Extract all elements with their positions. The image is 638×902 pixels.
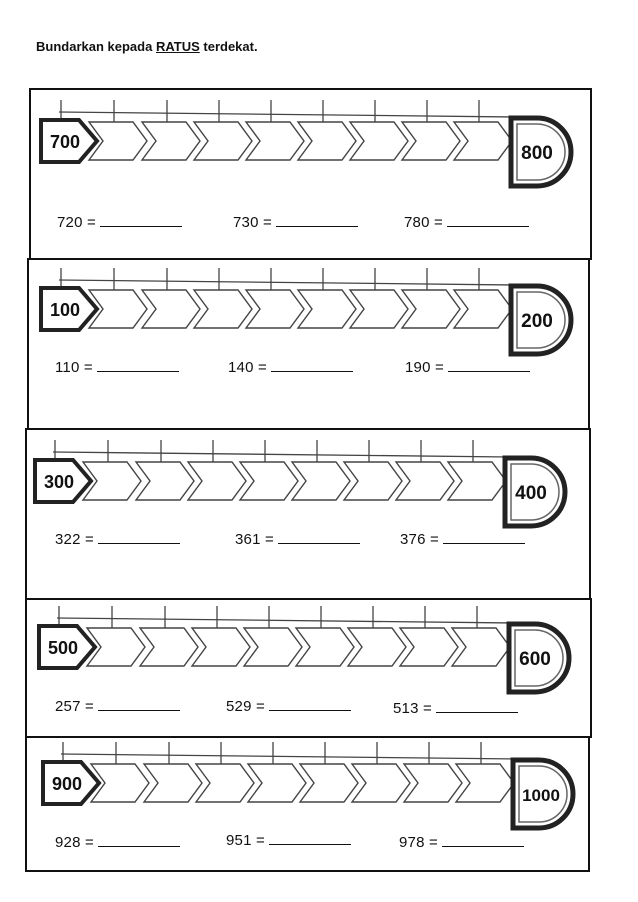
answer-blank[interactable] [443,529,525,544]
question-2: 730 = [233,212,358,231]
end-value: 800 [521,143,553,164]
chevron-arrow [194,290,252,328]
instruction-suffix: terdekat. [203,39,258,54]
number-line-panel [25,736,590,872]
chevron-arrow [292,462,350,500]
rail-line [57,618,515,623]
number-line-arrows [39,266,579,366]
end-value: 400 [515,483,547,504]
question-1: 928 = [55,832,180,851]
chevron-arrow [298,122,356,160]
instruction-emphasis: RATUS [155,39,200,54]
start-marker [41,288,97,330]
number-line-panel [29,88,592,260]
question-3: 190 = [405,357,530,376]
chevron-arrow [352,764,410,802]
start-value: 100 [49,300,81,320]
question-1: 322 = [55,529,180,548]
chevron-arrow [142,122,200,160]
rail-line [61,754,519,759]
answer-blank[interactable] [98,832,180,847]
chevron-arrow [246,122,304,160]
question-3: 376 = [400,529,525,548]
start-value: 500 [47,638,79,658]
chevron-arrow [248,764,306,802]
chevron-arrow [136,462,194,500]
end-marker [511,118,571,186]
answer-blank[interactable] [269,830,351,845]
answer-blank[interactable] [276,212,358,227]
answer-blank[interactable] [269,696,351,711]
answer-blank[interactable] [271,357,353,372]
rail-line [53,452,511,457]
chevron-arrow [448,462,506,500]
chevron-arrow [144,764,202,802]
chevron-arrow [402,290,460,328]
number-line-panel [27,258,590,430]
chevron-arrow [456,764,514,802]
instruction [36,39,258,54]
answer-blank[interactable] [278,529,360,544]
chevron-arrow [296,628,354,666]
chevron-arrow [396,462,454,500]
chevron-arrow [298,290,356,328]
question-3: 978 = [399,832,524,851]
answer-blank[interactable] [98,696,180,711]
chevron-arrow [192,628,250,666]
number-line-arrows [37,604,577,704]
chevron-arrow [350,290,408,328]
start-marker [39,626,95,668]
chevron-arrow [246,290,304,328]
rail-line [59,112,517,117]
start-marker [35,460,91,502]
start-marker [41,120,97,162]
question-2: 951 = [226,830,351,849]
chevron-arrow [140,628,198,666]
chevron-arrow [452,628,510,666]
start-marker [43,762,99,804]
answer-blank[interactable] [97,357,179,372]
answer-blank[interactable] [98,529,180,544]
number-line-arrows [33,438,573,538]
start-value: 300 [43,472,75,492]
chevron-arrow [240,462,298,500]
end-marker [509,624,569,692]
question-1: 257 = [55,696,180,715]
start-value: 700 [49,132,81,152]
number-line-arrows [41,740,581,840]
chevron-arrow [300,764,358,802]
chevron-arrow [348,628,406,666]
chevron-arrow [194,122,252,160]
number-line-panel [25,598,592,738]
answer-blank[interactable] [442,832,524,847]
answer-blank[interactable] [436,698,518,713]
chevron-arrow [188,462,246,500]
question-3: 780 = [404,212,529,231]
chevron-arrow [196,764,254,802]
chevron-arrow [404,764,462,802]
question-3: 513 = [393,698,518,717]
chevron-arrow [454,122,512,160]
chevron-arrow [244,628,302,666]
end-value: 1000 [522,786,560,805]
question-1: 110 = [55,357,179,376]
end-value: 200 [521,311,553,332]
chevron-arrow [402,122,460,160]
number-line-panel [25,428,591,600]
answer-blank[interactable] [448,357,530,372]
question-2: 529 = [226,696,351,715]
instruction-prefix: Bundarkan kepada [36,39,153,54]
chevron-arrow [142,290,200,328]
question-2: 361 = [235,529,360,548]
question-2: 140 = [228,357,353,376]
question-1: 720 = [57,212,182,231]
answer-blank[interactable] [100,212,182,227]
end-marker [511,286,571,354]
answer-blank[interactable] [447,212,529,227]
chevron-arrow [344,462,402,500]
end-marker [505,458,565,526]
end-value: 600 [519,649,551,670]
chevron-arrow [350,122,408,160]
start-value: 900 [51,774,83,794]
number-line-arrows [39,98,579,198]
end-marker [513,760,573,828]
chevron-arrow [454,290,512,328]
rail-line [59,280,517,285]
chevron-arrow [400,628,458,666]
